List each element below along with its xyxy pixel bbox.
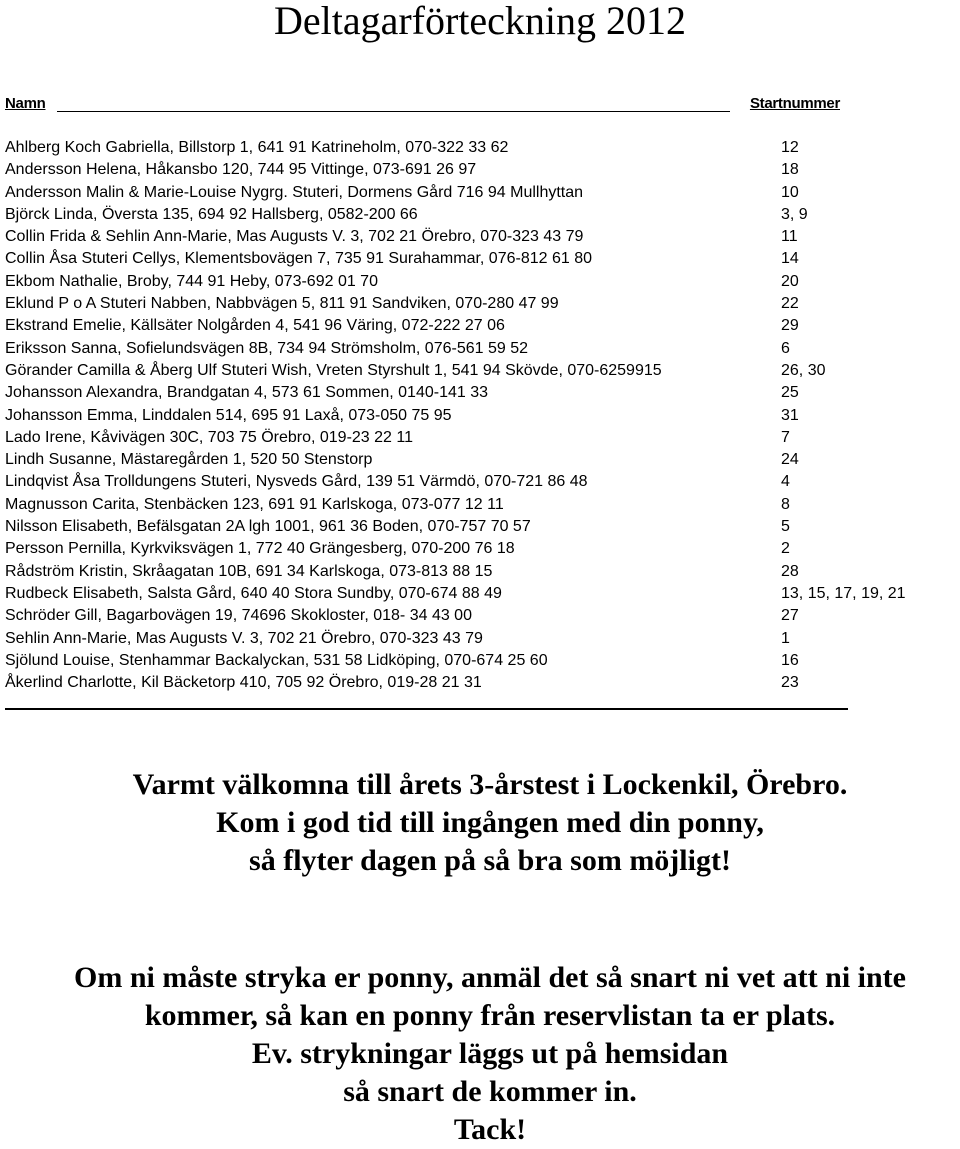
start-number: 29 bbox=[781, 317, 799, 335]
separator-rule bbox=[5, 708, 848, 710]
participant-name: Nilsson Elisabeth, Befälsgatan 2A lgh 1001, 961 36 Boden, 070-757 70 57 bbox=[5, 518, 531, 536]
header-underline bbox=[57, 111, 730, 112]
start-number: 28 bbox=[781, 562, 799, 580]
start-number: 16 bbox=[781, 651, 799, 669]
header-startnummer: Startnummer bbox=[749, 95, 840, 112]
participant-row bbox=[0, 427, 960, 449]
start-number: 26, 30 bbox=[781, 361, 826, 379]
participant-name: Ahlberg Koch Gabriella, Billstorp 1, 641 91 Katrineholm, 070-322 33 62 bbox=[5, 139, 509, 156]
participant-name: Johansson Alexandra, Brandgatan 4, 573 61 Sommen, 0140-141 33 bbox=[5, 384, 489, 402]
participant-name: Ekstrand Emelie, Källsäter Nolgården 4, 541 96 Väring, 072-222 27 06 bbox=[5, 317, 505, 335]
participant-name: Lado Irene, Kåvivägen 30C, 703 75 Örebro, 019-23 22 11 bbox=[5, 428, 413, 446]
welcome-line: Kom i god tid till ingången med din ponny, bbox=[216, 806, 764, 839]
participant-row bbox=[0, 360, 960, 382]
participant-name: Åkerlind Charlotte, Kil Bäcketorp 410, 705 92 Örebro, 019-28 21 31 bbox=[5, 674, 482, 692]
participant-name: Eriksson Sanna, Sofielundsvägen 8B, 734 94 Strömsholm, 076-561 59 52 bbox=[5, 339, 528, 357]
notice-line: så snart de kommer in. bbox=[343, 1075, 637, 1108]
participant-row bbox=[0, 226, 960, 248]
participant-list bbox=[0, 137, 960, 694]
participant-row bbox=[0, 137, 960, 159]
participant-name: Sehlin Ann-Marie, Mas Augusts V. 3, 702 21 Örebro, 070-323 43 79 bbox=[5, 629, 483, 647]
welcome-message bbox=[0, 766, 960, 880]
participant-row bbox=[0, 672, 960, 694]
welcome-line: Varmt välkomna till årets 3-årstest i Lockenkil, Örebro. bbox=[132, 768, 848, 801]
participant-row bbox=[0, 516, 960, 538]
start-number: 1 bbox=[781, 629, 790, 647]
participant-name: Schröder Gill, Bagarbovägen 19, 74696 Skokloster, 018- 34 43 00 bbox=[5, 607, 472, 625]
start-number: 13, 15, 17, 19, 21 bbox=[781, 584, 906, 602]
start-number: 31 bbox=[781, 406, 799, 424]
start-number: 18 bbox=[781, 161, 799, 179]
start-number: 22 bbox=[781, 295, 799, 313]
header-name: Namn bbox=[5, 95, 46, 112]
start-number: 20 bbox=[781, 272, 799, 290]
notice-line: Tack! bbox=[453, 1113, 527, 1146]
start-number: 23 bbox=[781, 674, 799, 692]
participant-row bbox=[0, 159, 960, 181]
start-number: 5 bbox=[781, 518, 790, 536]
participant-name: Persson Pernilla, Kyrkviksvägen 1, 772 40 Grängesberg, 070-200 76 18 bbox=[5, 540, 515, 558]
participant-row bbox=[0, 605, 960, 627]
participant-row bbox=[0, 315, 960, 337]
start-number: 6 bbox=[781, 339, 790, 357]
notice-line: Ev. strykningar läggs ut på hemsidan bbox=[251, 1037, 729, 1070]
participant-row bbox=[0, 538, 960, 560]
start-number: 10 bbox=[781, 183, 799, 201]
participant-row bbox=[0, 494, 960, 516]
column-headers bbox=[0, 95, 960, 115]
start-number: 4 bbox=[781, 473, 790, 491]
participant-row bbox=[0, 182, 960, 204]
welcome-line: så flyter dagen på så bra som möjligt! bbox=[249, 844, 731, 877]
participant-name: Rådström Kristin, Skråagatan 10B, 691 34 Karlskoga, 073-813 88 15 bbox=[5, 562, 493, 580]
participant-name: Rudbeck Elisabeth, Salsta Gård, 640 40 Stora Sundby, 070-674 88 49 bbox=[5, 584, 502, 602]
participant-name: Eklund P o A Stuteri Nabben, Nabbvägen 5, 811 91 Sandviken, 070-280 47 99 bbox=[5, 295, 559, 313]
notice-line: kommer, så kan en ponny från reservlistan ta er plats. bbox=[144, 999, 836, 1032]
participant-row bbox=[0, 338, 960, 360]
participant-name: Collin Åsa Stuteri Cellys, Klementsbovägen 7, 735 91 Surahammar, 076-812 61 80 bbox=[5, 250, 593, 268]
participant-row bbox=[0, 382, 960, 404]
start-number: 2 bbox=[781, 540, 790, 558]
participant-name: Andersson Malin & Marie-Louise Nygrg. Stuteri, Dormens Gård 716 94 Mullhyttan bbox=[5, 183, 584, 201]
participant-row bbox=[0, 561, 960, 583]
start-number: 8 bbox=[781, 495, 790, 513]
start-number: 12 bbox=[781, 139, 799, 156]
participant-row bbox=[0, 293, 960, 315]
notice-line: Om ni måste stryka er ponny, anmäl det så snart ni vet att ni inte bbox=[74, 961, 906, 994]
participant-row bbox=[0, 471, 960, 493]
participant-row bbox=[0, 583, 960, 605]
participant-row bbox=[0, 628, 960, 650]
document-title: Deltagarförteckning 2012 bbox=[273, 0, 687, 43]
participant-row bbox=[0, 204, 960, 226]
participant-name: Johansson Emma, Linddalen 514, 695 91 Laxå, 073-050 75 95 bbox=[5, 406, 452, 424]
start-number: 24 bbox=[781, 451, 799, 469]
start-number: 27 bbox=[781, 607, 799, 625]
participant-name: Björck Linda, Översta 135, 694 92 Hallsberg, 0582-200 66 bbox=[5, 205, 418, 223]
start-number: 3, 9 bbox=[781, 205, 808, 223]
withdrawal-notice bbox=[0, 959, 960, 1149]
participant-name: Magnusson Carita, Stenbäcken 123, 691 91 Karlskoga, 073-077 12 11 bbox=[5, 495, 504, 513]
start-number: 11 bbox=[781, 228, 798, 246]
participant-row bbox=[0, 449, 960, 471]
start-number: 14 bbox=[781, 250, 799, 268]
participant-name: Andersson Helena, Håkansbo 120, 744 95 Vittinge, 073-691 26 97 bbox=[5, 161, 477, 179]
participant-name: Collin Frida & Sehlin Ann-Marie, Mas Augusts V. 3, 702 21 Örebro, 070-323 43 79 bbox=[5, 228, 584, 246]
participant-name: Ekbom Nathalie, Broby, 744 91 Heby, 073-692 01 70 bbox=[5, 272, 378, 290]
start-number: 25 bbox=[781, 384, 799, 402]
participant-row bbox=[0, 271, 960, 293]
participant-name: Lindqvist Åsa Trolldungens Stuteri, Nysveds Gård, 139 51 Värmdö, 070-721 86 48 bbox=[5, 473, 588, 491]
participant-name: Lindh Susanne, Mästaregården 1, 520 50 Stenstorp bbox=[5, 451, 373, 469]
participant-row bbox=[0, 650, 960, 672]
participant-row bbox=[0, 248, 960, 270]
start-number: 7 bbox=[781, 428, 790, 446]
participant-name: Görander Camilla & Åberg Ulf Stuteri Wish, Vreten Styrshult 1, 541 94 Skövde, 070-6259915 bbox=[5, 361, 662, 379]
participant-name: Sjölund Louise, Stenhammar Backalyckan, 531 58 Lidköping, 070-674 25 60 bbox=[5, 651, 548, 669]
participant-row bbox=[0, 405, 960, 427]
